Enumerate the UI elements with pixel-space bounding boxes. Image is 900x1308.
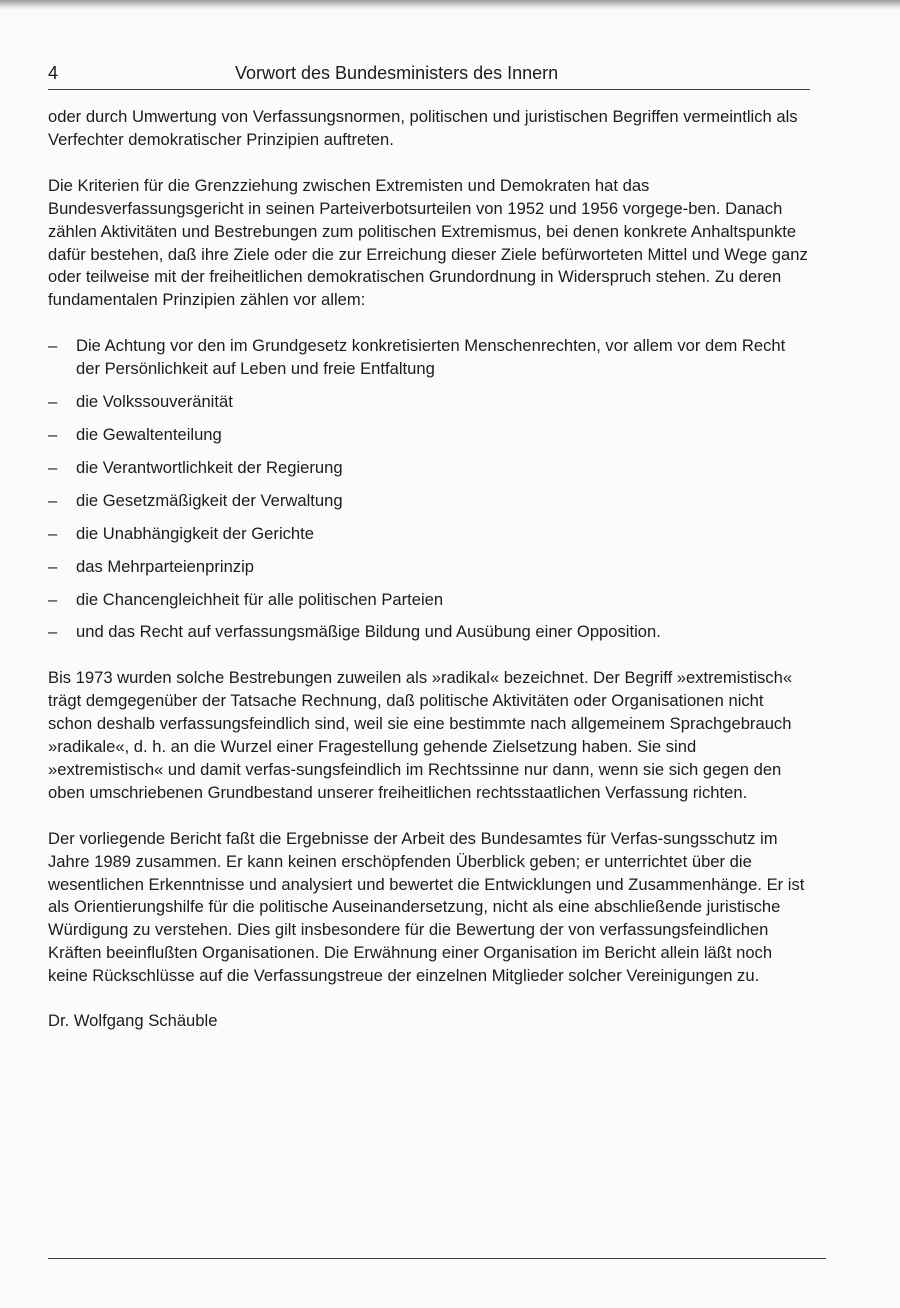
- running-header: [48, 58, 810, 88]
- scan-top-edge: [0, 0, 900, 10]
- intro-paragraph: oder durch Umwertung von Verfassungsnormen, politischen und juristischen Begriffen vermeintlich als Verfechter demokratischer Prinzipien auftreten.: [48, 107, 798, 149]
- list-item: – die Chancengleichheit für alle politischen Parteien: [48, 589, 810, 612]
- list-item: – die Verantwortlichkeit der Regierung: [48, 457, 810, 480]
- list-item: – die Volkssouveränität: [48, 391, 810, 414]
- list-item: – und das Recht auf verfassungsmäßige Bildung und Ausübung einer Opposition.: [48, 621, 810, 644]
- terminology-paragraph: Bis 1973 wurden solche Bestrebungen zuweilen als »radikal« bezeichnet. Der Begriff »extremistisch« trägt demgegenüber der Tatsache Rechnung, daß politische Aktivitäten oder Organisationen nicht schon deshalb verfassungsfeindlich sind, weil sie eine bestimmte nach allgemeinem Sprachgebrauch »radikale«, d. h. an die Wurzel einer Fragestellung gehende Zielsetzung haben. Sie sind »extremistisch« und damit verfas-sungsfeindlich im Rechtssinne nur dann, wenn sie sich gegen den oben umschriebenen Grundbestand unserer freiheitlichen rechtsstaatlichen Verfassung richten.: [48, 668, 793, 802]
- list-item: – die Gewaltenteilung: [48, 424, 810, 447]
- header-rule: [48, 89, 810, 90]
- signature: Dr. Wolfgang Schäuble: [48, 1011, 218, 1031]
- document-page: [48, 58, 810, 1031]
- running-title: Vorwort des Bundesministers des Innern: [235, 63, 559, 83]
- report-paragraph: Der vorliegende Bericht faßt die Ergebnisse der Arbeit des Bundesamtes für Verfas-sungsschutz im Jahre 1989 zusammen. Er kann keinen erschöpfenden Überblick geben; er unterrichtet über die wesentlichen Erkenntnisse und analysiert und bewertet die Entwicklungen und Zusammenhänge. Er ist als Orientierungshilfe für die politische Auseinandersetzung, nicht als eine abschließende juristische Würdigung zu verstehen. Dies gilt insbesondere für die Bewertung der von verfassungsfeindlichen Kräften beeinflußten Organisationen. Die Erwähnung einer Organisation im Bericht allein läßt noch keine Rückschlüsse auf die Verfassungstreue der einzelnen Mitglieder solcher Vereinigungen zu.: [48, 828, 805, 986]
- principles-list: [48, 335, 810, 644]
- criteria-paragraph: Die Kriterien für die Grenzziehung zwischen Extremisten und Demokraten hat das Bundesverfassungsgericht in seinen Parteiverbotsurteilen von 1952 und 1956 vorgege-ben. Danach zählen Aktivitäten und Bestrebungen zum politischen Extremismus, bei denen konkrete Anhaltspunkte dafür bestehen, daß ihre Ziele oder die zur Erreichung dieser Ziele befürworteten Mittel und Wege ganz oder teilweise mit der freiheitlichen demokratischen Grundordnung in Widerspruch stehen. Zu deren fundamentalen Prinzipien zählen vor allem:: [48, 175, 808, 310]
- list-item: – Die Achtung vor den im Grundgesetz konkretisierten Menschenrechten, vor allem vor dem Recht der Persönlichkeit auf Leben und freie Entfaltung: [48, 335, 810, 381]
- page-number: 4: [48, 63, 59, 83]
- list-item: – das Mehrparteienprinzip: [48, 556, 810, 579]
- footer-rule: [48, 1258, 826, 1259]
- body-text: [48, 106, 810, 1033]
- list-item: – die Unabhängigkeit der Gerichte: [48, 523, 810, 546]
- list-item: – die Gesetzmäßigkeit der Verwaltung: [48, 490, 810, 513]
